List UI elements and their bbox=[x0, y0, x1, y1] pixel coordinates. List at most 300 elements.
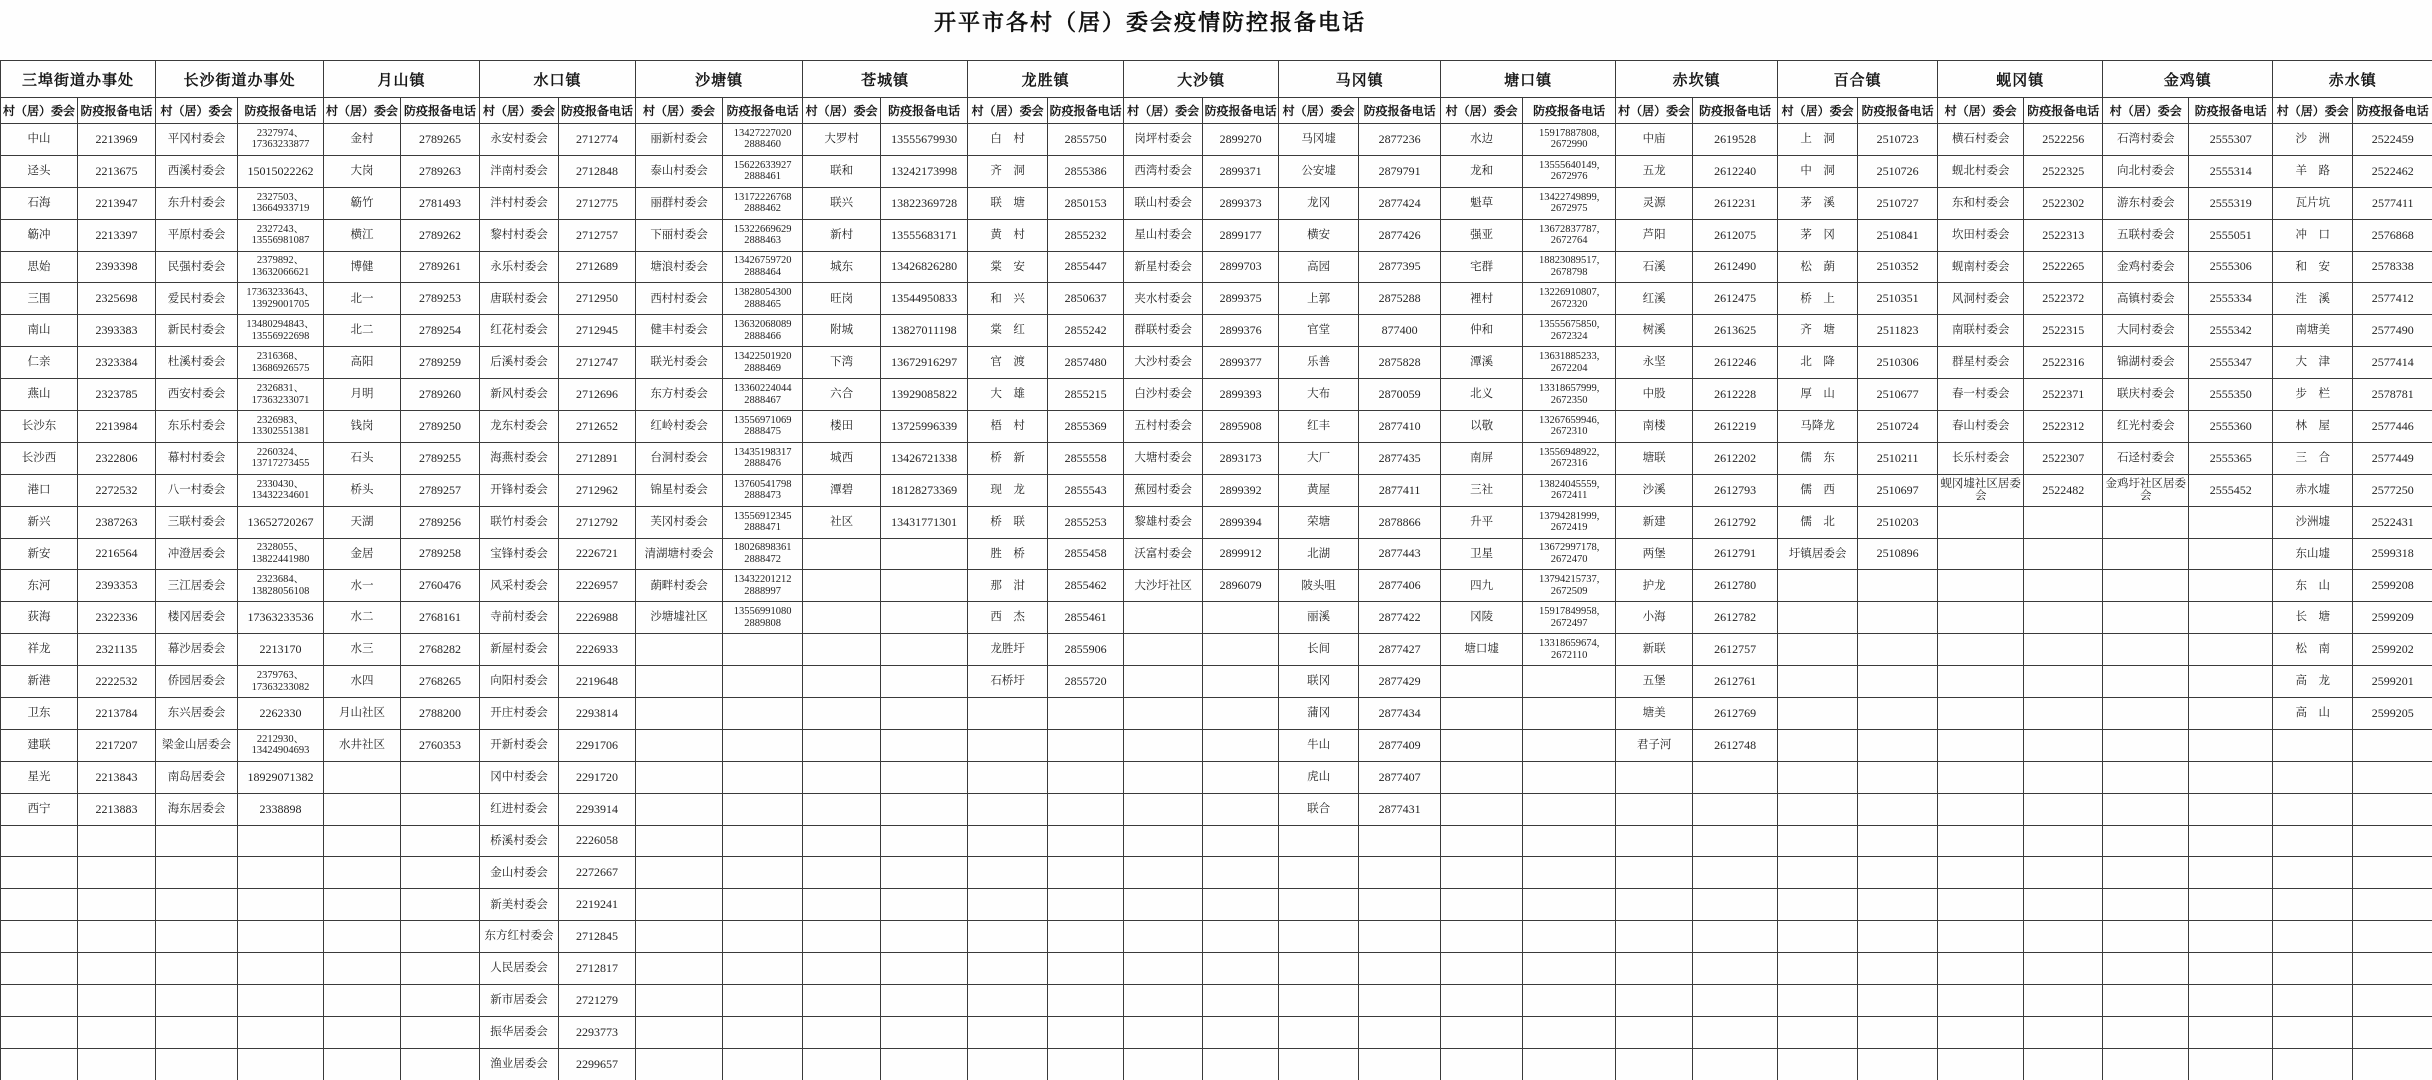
village-cell: 寺前村委会 bbox=[480, 602, 559, 634]
village-cell: 东乐村委会 bbox=[156, 411, 238, 443]
empty-cell bbox=[78, 985, 156, 1017]
village-cell: 蓢畔村委会 bbox=[636, 570, 723, 602]
empty-cell bbox=[2103, 857, 2189, 889]
village-cell: 唐联村委会 bbox=[480, 283, 559, 315]
empty-cell bbox=[1938, 666, 2024, 698]
phone-cell: 2522265 bbox=[2024, 251, 2103, 283]
empty-cell bbox=[1048, 953, 1124, 985]
empty-cell bbox=[2189, 889, 2273, 921]
phone-cell: 2393398 bbox=[78, 251, 156, 283]
col-header-phone: 防疫报备电话 bbox=[1693, 98, 1778, 124]
village-cell: 北义 bbox=[1441, 379, 1523, 411]
village-cell: 平冈村委会 bbox=[156, 124, 238, 156]
village-cell: 长乐村委会 bbox=[1938, 442, 2024, 474]
empty-cell bbox=[1938, 538, 2024, 570]
village-cell: 裡村 bbox=[1441, 283, 1523, 315]
empty-cell bbox=[1693, 825, 1778, 857]
empty-cell bbox=[238, 953, 324, 985]
empty-cell bbox=[324, 1048, 401, 1080]
phone-cell: 2555360 bbox=[2189, 411, 2273, 443]
empty-cell bbox=[1048, 1048, 1124, 1080]
phone-cell: 2875828 bbox=[1359, 347, 1441, 379]
village-cell: 大布 bbox=[1279, 379, 1359, 411]
empty-cell bbox=[881, 538, 968, 570]
phone-cell: 2522315 bbox=[2024, 315, 2103, 347]
empty-cell bbox=[2353, 889, 2432, 921]
empty-cell bbox=[1279, 825, 1359, 857]
empty-cell bbox=[1858, 953, 1938, 985]
empty-cell bbox=[1778, 602, 1858, 634]
village-cell: 春一村委会 bbox=[1938, 379, 2024, 411]
empty-cell bbox=[1778, 698, 1858, 730]
village-cell: 楼田 bbox=[803, 411, 881, 443]
village-cell: 春山村委会 bbox=[1938, 411, 2024, 443]
village-cell: 新民村委会 bbox=[156, 315, 238, 347]
village-cell: 长间 bbox=[1279, 634, 1359, 666]
village-cell: 儒 东 bbox=[1778, 442, 1858, 474]
col-header-name: 村（居）委会 bbox=[1124, 98, 1203, 124]
village-cell: 蒲冈 bbox=[1279, 698, 1359, 730]
empty-cell bbox=[156, 921, 238, 953]
phone-cell: 2788200 bbox=[401, 698, 480, 730]
village-cell: 幕村村委会 bbox=[156, 442, 238, 474]
village-cell: 东和村委会 bbox=[1938, 187, 2024, 219]
empty-cell bbox=[2103, 634, 2189, 666]
phone-cell: 2877427 bbox=[1359, 634, 1441, 666]
village-cell: 羊 路 bbox=[2273, 155, 2353, 187]
phone-cell: 2326831、 17363233071 bbox=[238, 379, 324, 411]
village-cell: 三江居委会 bbox=[156, 570, 238, 602]
empty-cell bbox=[1778, 634, 1858, 666]
col-header-phone: 防疫报备电话 bbox=[1858, 98, 1938, 124]
phone-cell: 2899177 bbox=[1203, 219, 1279, 251]
phone-cell: 2555334 bbox=[2189, 283, 2273, 315]
village-cell: 小海 bbox=[1616, 602, 1693, 634]
village-cell: 南塘美 bbox=[2273, 315, 2353, 347]
phone-cell: 13631885233, 2672204 bbox=[1523, 347, 1616, 379]
village-cell: 开庄村委会 bbox=[480, 698, 559, 730]
phone-cell: 2877426 bbox=[1359, 219, 1441, 251]
empty-cell bbox=[2189, 985, 2273, 1017]
empty-cell bbox=[1279, 953, 1359, 985]
phone-cell: 2612240 bbox=[1693, 155, 1778, 187]
empty-cell bbox=[1938, 506, 2024, 538]
village-cell: 金鸡村委会 bbox=[2103, 251, 2189, 283]
village-cell: 沙 洲 bbox=[2273, 124, 2353, 156]
empty-cell bbox=[1616, 889, 1693, 921]
village-cell: 三围 bbox=[1, 283, 78, 315]
phone-cell: 2327974、 17363233877 bbox=[238, 124, 324, 156]
empty-cell bbox=[2024, 793, 2103, 825]
phone-cell: 2855906 bbox=[1048, 634, 1124, 666]
empty-cell bbox=[2353, 729, 2432, 761]
empty-cell bbox=[1858, 825, 1938, 857]
phone-cell: 2219241 bbox=[559, 889, 636, 921]
phone-cell: 2522462 bbox=[2353, 155, 2432, 187]
phone-cell: 2875288 bbox=[1359, 283, 1441, 315]
phone-cell: 17363233536 bbox=[238, 602, 324, 634]
empty-cell bbox=[803, 570, 881, 602]
phone-cell: 2328055、 13822441980 bbox=[238, 538, 324, 570]
empty-cell bbox=[1693, 793, 1778, 825]
empty-cell bbox=[2024, 889, 2103, 921]
village-cell: 南屏 bbox=[1441, 442, 1523, 474]
phone-cell: 2712845 bbox=[559, 921, 636, 953]
village-cell: 新星村委会 bbox=[1124, 251, 1203, 283]
phone-cell: 2577446 bbox=[2353, 411, 2432, 443]
empty-cell bbox=[968, 729, 1048, 761]
town-header: 水口镇 bbox=[480, 61, 636, 98]
empty-cell bbox=[324, 985, 401, 1017]
empty-cell bbox=[1858, 729, 1938, 761]
village-cell: 金居 bbox=[324, 538, 401, 570]
table-row bbox=[1, 825, 2432, 857]
empty-cell bbox=[968, 698, 1048, 730]
empty-cell bbox=[1279, 1048, 1359, 1080]
empty-cell bbox=[1778, 570, 1858, 602]
phone-cell: 2877410 bbox=[1359, 411, 1441, 443]
phone-cell: 2510723 bbox=[1858, 124, 1938, 156]
village-cell: 平原村委会 bbox=[156, 219, 238, 251]
empty-cell bbox=[78, 825, 156, 857]
village-cell: 芦阳 bbox=[1616, 219, 1693, 251]
village-cell: 大沙村委会 bbox=[1124, 347, 1203, 379]
village-cell: 振华居委会 bbox=[480, 1016, 559, 1048]
col-header-name: 村（居）委会 bbox=[803, 98, 881, 124]
village-cell: 港口 bbox=[1, 474, 78, 506]
phone-cell: 2855215 bbox=[1048, 379, 1124, 411]
empty-cell bbox=[636, 1016, 723, 1048]
village-cell: 龙和 bbox=[1441, 155, 1523, 187]
col-header-name: 村（居）委会 bbox=[1778, 98, 1858, 124]
table-row bbox=[1, 442, 2432, 474]
village-cell: 塘浪村委会 bbox=[636, 251, 723, 283]
phone-cell: 2612791 bbox=[1693, 538, 1778, 570]
phone-cell: 2330430、 13432234601 bbox=[238, 474, 324, 506]
phone-cell: 2612761 bbox=[1693, 666, 1778, 698]
village-cell: 石桥圩 bbox=[968, 666, 1048, 698]
empty-cell bbox=[968, 825, 1048, 857]
phone-cell: 2326983、 13302551381 bbox=[238, 411, 324, 443]
empty-cell bbox=[1616, 921, 1693, 953]
empty-cell bbox=[1938, 1048, 2024, 1080]
town-header: 月山镇 bbox=[324, 61, 480, 98]
phone-cell: 2855232 bbox=[1048, 219, 1124, 251]
village-cell: 西溪村委会 bbox=[156, 155, 238, 187]
village-cell: 桥 上 bbox=[1778, 283, 1858, 315]
village-cell: 群联村委会 bbox=[1124, 315, 1203, 347]
phone-cell: 2578338 bbox=[2353, 251, 2432, 283]
phone-cell: 2522316 bbox=[2024, 347, 2103, 379]
phone-cell: 2599202 bbox=[2353, 634, 2432, 666]
empty-cell bbox=[1778, 857, 1858, 889]
empty-cell bbox=[1778, 761, 1858, 793]
table-row bbox=[1, 538, 2432, 570]
empty-cell bbox=[2103, 761, 2189, 793]
empty-cell bbox=[324, 793, 401, 825]
phone-cell: 15622633927 2888461 bbox=[723, 155, 803, 187]
village-cell: 东 山 bbox=[2273, 570, 2353, 602]
village-cell: 下湾 bbox=[803, 347, 881, 379]
col-header-phone: 防疫报备电话 bbox=[1523, 98, 1616, 124]
village-cell: 台洞村委会 bbox=[636, 442, 723, 474]
empty-cell bbox=[1858, 698, 1938, 730]
empty-cell bbox=[156, 825, 238, 857]
empty-cell bbox=[1441, 857, 1523, 889]
phone-cell: 2393383 bbox=[78, 315, 156, 347]
phone-cell: 2870059 bbox=[1359, 379, 1441, 411]
village-cell: 西湾村委会 bbox=[1124, 155, 1203, 187]
empty-cell bbox=[1523, 825, 1616, 857]
village-cell: 沙塘墟社区 bbox=[636, 602, 723, 634]
table-row bbox=[1, 155, 2432, 187]
empty-cell bbox=[803, 538, 881, 570]
village-cell: 大 津 bbox=[2273, 347, 2353, 379]
col-header-phone: 防疫报备电话 bbox=[1359, 98, 1441, 124]
empty-cell bbox=[636, 729, 723, 761]
empty-cell bbox=[1441, 889, 1523, 921]
phone-cell: 2712945 bbox=[559, 315, 636, 347]
empty-cell bbox=[1778, 729, 1858, 761]
empty-cell bbox=[1858, 761, 1938, 793]
phone-cell: 2511823 bbox=[1858, 315, 1938, 347]
empty-cell bbox=[1359, 1048, 1441, 1080]
phone-cell: 2877429 bbox=[1359, 666, 1441, 698]
village-cell: 新美村委会 bbox=[480, 889, 559, 921]
village-cell: 三联村委会 bbox=[156, 506, 238, 538]
empty-cell bbox=[2103, 953, 2189, 985]
village-cell: 冲澄居委会 bbox=[156, 538, 238, 570]
phone-cell: 2316368、 13686926575 bbox=[238, 347, 324, 379]
empty-cell bbox=[1124, 953, 1203, 985]
empty-cell bbox=[636, 921, 723, 953]
empty-cell bbox=[2189, 793, 2273, 825]
empty-cell bbox=[803, 953, 881, 985]
village-cell: 联竹村委会 bbox=[480, 506, 559, 538]
table-row bbox=[1, 953, 2432, 985]
empty-cell bbox=[723, 761, 803, 793]
empty-cell bbox=[1693, 953, 1778, 985]
empty-cell bbox=[1203, 985, 1279, 1017]
empty-cell bbox=[2189, 921, 2273, 953]
empty-cell bbox=[78, 857, 156, 889]
phone-cell: 2850637 bbox=[1048, 283, 1124, 315]
phone-cell: 2789260 bbox=[401, 379, 480, 411]
village-cell: 高阳 bbox=[324, 347, 401, 379]
phone-cell: 2213675 bbox=[78, 155, 156, 187]
empty-cell bbox=[881, 570, 968, 602]
phone-cell: 2522372 bbox=[2024, 283, 2103, 315]
phone-cell: 2612490 bbox=[1693, 251, 1778, 283]
table-row bbox=[1, 315, 2432, 347]
empty-cell bbox=[1441, 729, 1523, 761]
village-cell: 侨园居委会 bbox=[156, 666, 238, 698]
phone-cell: 2599209 bbox=[2353, 602, 2432, 634]
phone-cell: 13672837787, 2672764 bbox=[1523, 219, 1616, 251]
phone-cell: 2855543 bbox=[1048, 474, 1124, 506]
phone-cell: 13555679930 bbox=[881, 124, 968, 156]
col-header-phone: 防疫报备电话 bbox=[2353, 98, 2432, 124]
empty-cell bbox=[723, 729, 803, 761]
phone-cell: 13929085822 bbox=[881, 379, 968, 411]
village-cell: 簕竹 bbox=[324, 187, 401, 219]
phone-cell: 2522312 bbox=[2024, 411, 2103, 443]
village-cell: 下丽村委会 bbox=[636, 219, 723, 251]
phone-cell: 2291720 bbox=[559, 761, 636, 793]
phone-cell: 2555319 bbox=[2189, 187, 2273, 219]
village-cell: 永坚 bbox=[1616, 347, 1693, 379]
village-cell: 棠 红 bbox=[968, 315, 1048, 347]
empty-cell bbox=[2024, 921, 2103, 953]
phone-cell: 13672997178, 2672470 bbox=[1523, 538, 1616, 570]
empty-cell bbox=[156, 1016, 238, 1048]
phone-cell: 2323684、 13828056108 bbox=[238, 570, 324, 602]
village-cell: 大 雄 bbox=[968, 379, 1048, 411]
phone-cell: 2712817 bbox=[559, 953, 636, 985]
village-cell: 石溪 bbox=[1616, 251, 1693, 283]
phone-cell: 13824045559, 2672411 bbox=[1523, 474, 1616, 506]
phone-cell: 2899393 bbox=[1203, 379, 1279, 411]
village-cell: 梁金山居委会 bbox=[156, 729, 238, 761]
phone-cell: 2855462 bbox=[1048, 570, 1124, 602]
empty-cell bbox=[636, 698, 723, 730]
phone-cell: 2612075 bbox=[1693, 219, 1778, 251]
phone-cell: 2855750 bbox=[1048, 124, 1124, 156]
phone-cell: 13822369728 bbox=[881, 187, 968, 219]
empty-cell bbox=[1124, 634, 1203, 666]
empty-cell bbox=[803, 729, 881, 761]
phone-cell: 2899371 bbox=[1203, 155, 1279, 187]
col-header-name: 村（居）委会 bbox=[1441, 98, 1523, 124]
phone-cell: 2712775 bbox=[559, 187, 636, 219]
empty-cell bbox=[1693, 985, 1778, 1017]
phone-cell: 13435198317 2888476 bbox=[723, 442, 803, 474]
phone-cell: 2789258 bbox=[401, 538, 480, 570]
phone-cell: 2293914 bbox=[559, 793, 636, 825]
empty-cell bbox=[1938, 825, 2024, 857]
village-cell: 北 降 bbox=[1778, 347, 1858, 379]
village-cell: 簕冲 bbox=[1, 219, 78, 251]
empty-cell bbox=[238, 921, 324, 953]
village-cell: 泰山村委会 bbox=[636, 155, 723, 187]
village-cell: 北一 bbox=[324, 283, 401, 315]
village-cell: 桥 联 bbox=[968, 506, 1048, 538]
empty-cell bbox=[238, 1048, 324, 1080]
village-cell: 官堂 bbox=[1279, 315, 1359, 347]
village-cell: 城西 bbox=[803, 442, 881, 474]
village-cell: 城东 bbox=[803, 251, 881, 283]
phone-cell: 13318659674, 2672110 bbox=[1523, 634, 1616, 666]
village-cell: 永安村委会 bbox=[480, 124, 559, 156]
empty-cell bbox=[1523, 793, 1616, 825]
phone-cell: 2878866 bbox=[1359, 506, 1441, 538]
village-cell: 博健 bbox=[324, 251, 401, 283]
phone-cell: 2612780 bbox=[1693, 570, 1778, 602]
empty-cell bbox=[723, 1016, 803, 1048]
village-cell: 林 屋 bbox=[2273, 411, 2353, 443]
empty-cell bbox=[636, 825, 723, 857]
village-cell: 卫星 bbox=[1441, 538, 1523, 570]
empty-cell bbox=[1048, 793, 1124, 825]
phone-cell: 2577449 bbox=[2353, 442, 2432, 474]
empty-cell bbox=[1523, 889, 1616, 921]
phone-cell: 2522313 bbox=[2024, 219, 2103, 251]
empty-cell bbox=[803, 857, 881, 889]
village-cell: 和 兴 bbox=[968, 283, 1048, 315]
empty-cell bbox=[881, 1048, 968, 1080]
village-cell: 游东村委会 bbox=[2103, 187, 2189, 219]
village-cell: 坎田村委会 bbox=[1938, 219, 2024, 251]
village-cell: 蕉园村委会 bbox=[1124, 474, 1203, 506]
phone-cell: 13242173998 bbox=[881, 155, 968, 187]
phone-cell: 2522325 bbox=[2024, 155, 2103, 187]
phone-cell: 2260324、 13717273455 bbox=[238, 442, 324, 474]
empty-cell bbox=[1048, 761, 1124, 793]
phone-cell: 13556971069 2888475 bbox=[723, 411, 803, 443]
empty-cell bbox=[78, 921, 156, 953]
empty-cell bbox=[2024, 825, 2103, 857]
village-cell: 夹水村委会 bbox=[1124, 283, 1203, 315]
phone-cell: 2855253 bbox=[1048, 506, 1124, 538]
col-header-name: 村（居）委会 bbox=[1279, 98, 1359, 124]
phone-cell: 2510306 bbox=[1858, 347, 1938, 379]
empty-cell bbox=[2353, 793, 2432, 825]
table-row bbox=[1, 1016, 2432, 1048]
phone-cell: 2721279 bbox=[559, 985, 636, 1017]
empty-cell bbox=[2024, 1016, 2103, 1048]
village-cell: 冲 口 bbox=[2273, 219, 2353, 251]
empty-cell bbox=[968, 953, 1048, 985]
phone-cell: 2619528 bbox=[1693, 124, 1778, 156]
village-cell: 横石村委会 bbox=[1938, 124, 2024, 156]
village-cell: 星山村委会 bbox=[1124, 219, 1203, 251]
phone-cell: 13556912345 2888471 bbox=[723, 506, 803, 538]
phone-cell: 2855447 bbox=[1048, 251, 1124, 283]
empty-cell bbox=[2024, 761, 2103, 793]
empty-cell bbox=[881, 761, 968, 793]
phone-cell: 2712652 bbox=[559, 411, 636, 443]
phone-cell: 2899375 bbox=[1203, 283, 1279, 315]
town-header: 大沙镇 bbox=[1124, 61, 1279, 98]
village-cell: 那 泔 bbox=[968, 570, 1048, 602]
village-cell: 胜 桥 bbox=[968, 538, 1048, 570]
village-cell: 金鸡圩社区居委会 bbox=[2103, 474, 2189, 506]
phone-cell: 2850153 bbox=[1048, 187, 1124, 219]
phone-cell: 13422749899, 2672975 bbox=[1523, 187, 1616, 219]
empty-cell bbox=[1938, 921, 2024, 953]
phone-cell: 2555314 bbox=[2189, 155, 2273, 187]
village-cell: 金山村委会 bbox=[480, 857, 559, 889]
empty-cell bbox=[2273, 1016, 2353, 1048]
empty-cell bbox=[1778, 985, 1858, 1017]
village-cell: 塘口墟 bbox=[1441, 634, 1523, 666]
empty-cell bbox=[2189, 570, 2273, 602]
empty-cell bbox=[881, 921, 968, 953]
phone-cell: 2577250 bbox=[2353, 474, 2432, 506]
empty-cell bbox=[2273, 1048, 2353, 1080]
phone-cell: 2226933 bbox=[559, 634, 636, 666]
phone-cell: 2789256 bbox=[401, 506, 480, 538]
phone-cell: 18929071382 bbox=[238, 761, 324, 793]
empty-cell bbox=[803, 889, 881, 921]
village-cell: 联光村委会 bbox=[636, 347, 723, 379]
village-cell: 南岛居委会 bbox=[156, 761, 238, 793]
empty-cell bbox=[238, 1016, 324, 1048]
empty-cell bbox=[401, 857, 480, 889]
phone-cell: 2879791 bbox=[1359, 155, 1441, 187]
village-cell: 东方村委会 bbox=[636, 379, 723, 411]
phone-cell: 2217207 bbox=[78, 729, 156, 761]
